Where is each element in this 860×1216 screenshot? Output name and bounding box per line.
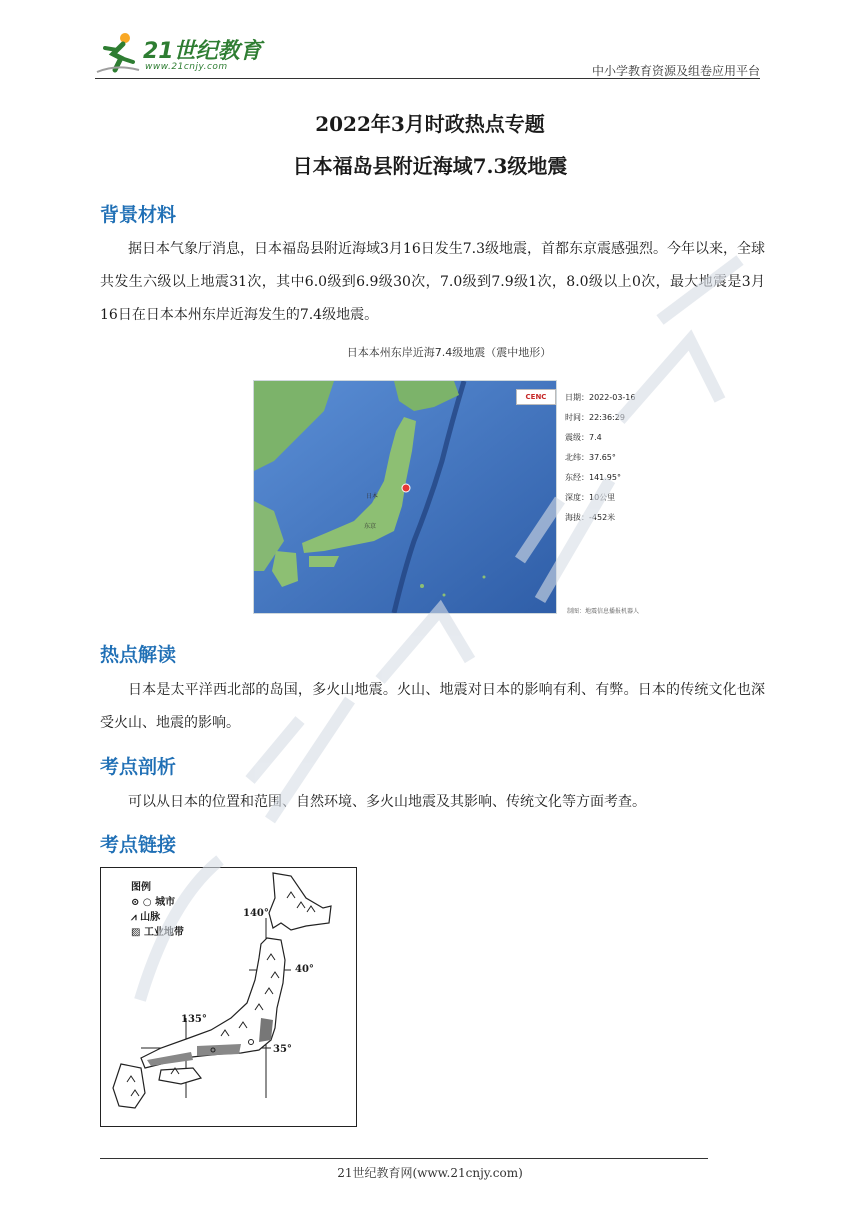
hotspot-paragraph: 日本是太平洋西北部的岛国，多火山地震。火山、地震对日本的影响有利、有弊。日本的传统文化也深受火山、地震的影响。	[100, 682, 765, 731]
section-heading-analysis: 考点剖析	[100, 756, 177, 778]
ocean-land-map	[254, 381, 556, 613]
cenc-logo: CENC	[516, 389, 556, 405]
section-heading-background: 背景材料	[100, 204, 177, 226]
earthquake-map-title: 日本本州东岸近海7.4级地震（震中地形）	[346, 346, 552, 359]
lon-label-140: 140°	[243, 908, 269, 919]
info-magnitude: 震级：7.4	[565, 433, 602, 442]
analysis-paragraph: 可以从日本的位置和范围、自然环境、多火山地震及其影响、传统文化等方面考查。	[128, 794, 646, 810]
legend-label: 山脉	[140, 912, 161, 923]
info-time: 时间：22:36:29	[565, 413, 625, 422]
info-depth: 深度：10公里	[565, 493, 616, 502]
header-divider	[95, 78, 760, 79]
footer-divider	[100, 1158, 708, 1159]
doc-subtitle: 日本福岛县附近海域7.3级地震	[292, 154, 568, 178]
legend-label: 工业地带	[143, 927, 184, 938]
legend-label: 城市	[155, 897, 176, 908]
logo-text: 21世纪教育	[143, 39, 262, 64]
section-heading-hotspot: 热点解读	[100, 644, 177, 666]
page-header	[95, 30, 760, 80]
legend-title: 图例	[131, 882, 151, 893]
info-latitude: 北纬：37.65°	[565, 453, 616, 462]
runner-logo-icon	[95, 30, 141, 76]
logo-url: www.21cnjy.com	[145, 62, 228, 72]
map-label-city: 东京	[364, 523, 377, 530]
section-heading-links: 考点链接	[100, 834, 177, 856]
background-paragraph: 据日本气象厅消息，日本福岛县附近海域3月16日发生7.3级地震，首都东京震感强烈。今年以来，全球共发生六级以上地震31次，其中6.0级到6.9级30次，7.0级到7.9级1次，8.0级以上0次，最大地震是3月16日在日本本州东岸近海发生的7.4级地震。	[100, 241, 765, 323]
japan-map-figure	[100, 867, 357, 1127]
footer-text[interactable]: 21世纪教育网(www.21cnjy.com)	[337, 1166, 523, 1180]
lon-label-135: 135°	[181, 1014, 207, 1025]
epicenter-marker-icon	[402, 484, 410, 492]
earthquake-info-panel	[565, 388, 645, 528]
map-credit: 制图：地震信息播报机器人	[567, 608, 640, 615]
info-elevation: 海拔：-452米	[565, 513, 616, 522]
doc-title: 2022年3月时政热点专题	[315, 112, 545, 136]
info-date: 日期：2022-03-16	[565, 393, 636, 402]
mountain-symbol-icon: ⩘	[131, 912, 137, 923]
lat-label-40: 40°	[295, 964, 314, 975]
info-longitude: 东经：141.95°	[565, 473, 621, 482]
platform-name: 中小学教育资源及组卷应用平台	[591, 64, 760, 78]
industrial-symbol-icon: ▨	[131, 927, 141, 938]
earthquake-map-figure	[253, 344, 645, 616]
japan-outline-map	[101, 868, 356, 1126]
city-symbol-icon: ⊙ ○	[131, 897, 152, 908]
map-label-country: 日本	[366, 493, 379, 500]
earthquake-map	[253, 380, 557, 614]
site-logo[interactable]	[95, 30, 265, 78]
lat-label-35: 35°	[273, 1044, 292, 1055]
